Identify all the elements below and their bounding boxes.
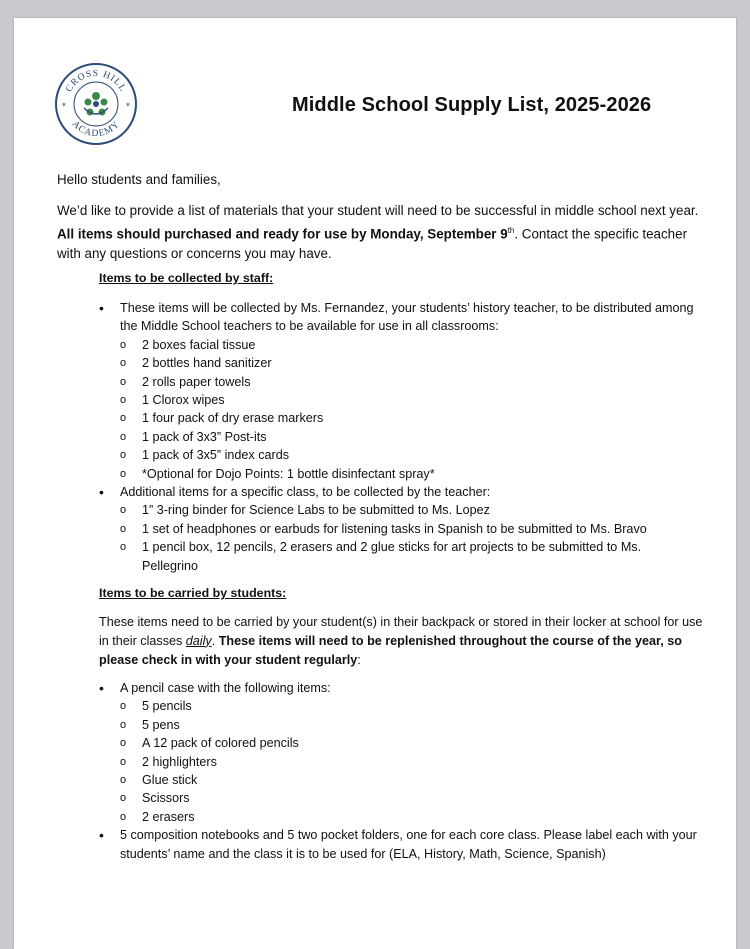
staff-items-list xyxy=(99,299,699,575)
sub-list-item: o 2 bottles hand sanitizer xyxy=(99,354,699,372)
student-section-paragraph xyxy=(99,613,704,669)
list-item-text: Additional items for a specific class, to be collected by the teacher: xyxy=(120,485,491,500)
list-item xyxy=(99,299,699,483)
intro-deadline: All items should purchased and ready for use by Monday, September 9 xyxy=(57,226,508,242)
sub-list-item: o 1 set of headphones or earbuds for listening tasks in Spanish to be submitted to Ms. Bravo xyxy=(99,520,699,538)
sub-list-item: o 1” 3-ring binder for Science Labs to be submitted to Ms. Lopez xyxy=(99,501,699,519)
sub-list-item: o 2 rolls paper towels xyxy=(99,373,699,391)
sub-list-item: o 2 boxes facial tissue xyxy=(99,336,699,354)
para-bold: These items will need to be replenished throughout the course of the year, so please check in with your student regularly xyxy=(99,633,682,667)
sub-list xyxy=(99,336,699,483)
student-section-heading: Items to be carried by students: xyxy=(99,586,287,600)
sub-list-item: o 5 pens xyxy=(99,716,699,734)
para-end: : xyxy=(357,652,361,667)
intro-text: We’d like to provide a list of materials that your student will need to be successful in middle school next year. xyxy=(57,203,699,218)
sub-list-item: o 1 pack of 3x3” Post-its xyxy=(99,428,699,446)
para-emphasis: daily xyxy=(185,633,212,648)
sub-list-item: o 2 highlighters xyxy=(99,753,699,771)
sub-list-item: o 1 Clorox wipes xyxy=(99,391,699,409)
list-item-text: These items will be collected by Ms. Fernandez, your students’ history teacher, to be distributed among the Middle School teachers to be available for use in all classrooms: xyxy=(120,301,694,334)
intro-deadline-suffix: th xyxy=(507,226,515,235)
sub-list-item: o Scissors xyxy=(99,789,699,807)
document-page xyxy=(14,18,736,949)
intro-paragraph xyxy=(57,201,707,264)
sub-list-item: o Glue stick xyxy=(99,771,699,789)
sub-list-item: o 1 four pack of dry erase markers xyxy=(99,409,699,427)
student-items-list xyxy=(99,679,699,863)
para-dot: . xyxy=(211,633,219,648)
intro-text-end: . Contact the specific teacher with any questions or concerns you may have. xyxy=(57,226,688,262)
sub-list-item: o 5 pencils xyxy=(99,697,699,715)
sub-list xyxy=(99,501,699,575)
sub-list-item: o 1 pencil box, 12 pencils, 2 erasers and 2 glue sticks for art projects to be submitted to Ms. Pellegrino xyxy=(99,538,699,575)
logo-text-top: CROSS HILL xyxy=(64,68,128,94)
list-item xyxy=(99,679,699,826)
list-item xyxy=(99,826,699,863)
school-logo xyxy=(54,62,138,146)
svg-text:✶: ✶ xyxy=(61,102,67,109)
list-item-text: A pencil case with the following items: xyxy=(120,681,331,695)
sub-list-item: o 2 erasers xyxy=(99,808,699,826)
page-title: Middle School Supply List, 2025-2026 xyxy=(292,94,652,116)
logo-text-bottom: ACADEMY xyxy=(69,119,123,140)
list-item-text: 5 composition notebooks and 5 two pocket folders, one for each core class. Please label each with your students’ name and the class it is to be used for (ELA, History, Math, Science, Spanish) xyxy=(120,828,697,861)
staff-section-heading: Items to be collected by staff: xyxy=(99,271,274,285)
greeting: Hello students and families, xyxy=(57,172,221,187)
para-text: These items need to be carried by your student(s) in their backpack or stored in their locker at school for use in their classes xyxy=(99,615,703,648)
sub-list-item: o 1 pack of 3x5” index cards xyxy=(99,446,699,464)
sub-list-item: o *Optional for Dojo Points: 1 bottle disinfectant spray* xyxy=(99,465,699,483)
svg-text:✶: ✶ xyxy=(125,102,131,109)
list-item xyxy=(99,483,699,575)
sub-list-item: o A 12 pack of colored pencils xyxy=(99,734,699,752)
sub-list xyxy=(99,697,699,826)
